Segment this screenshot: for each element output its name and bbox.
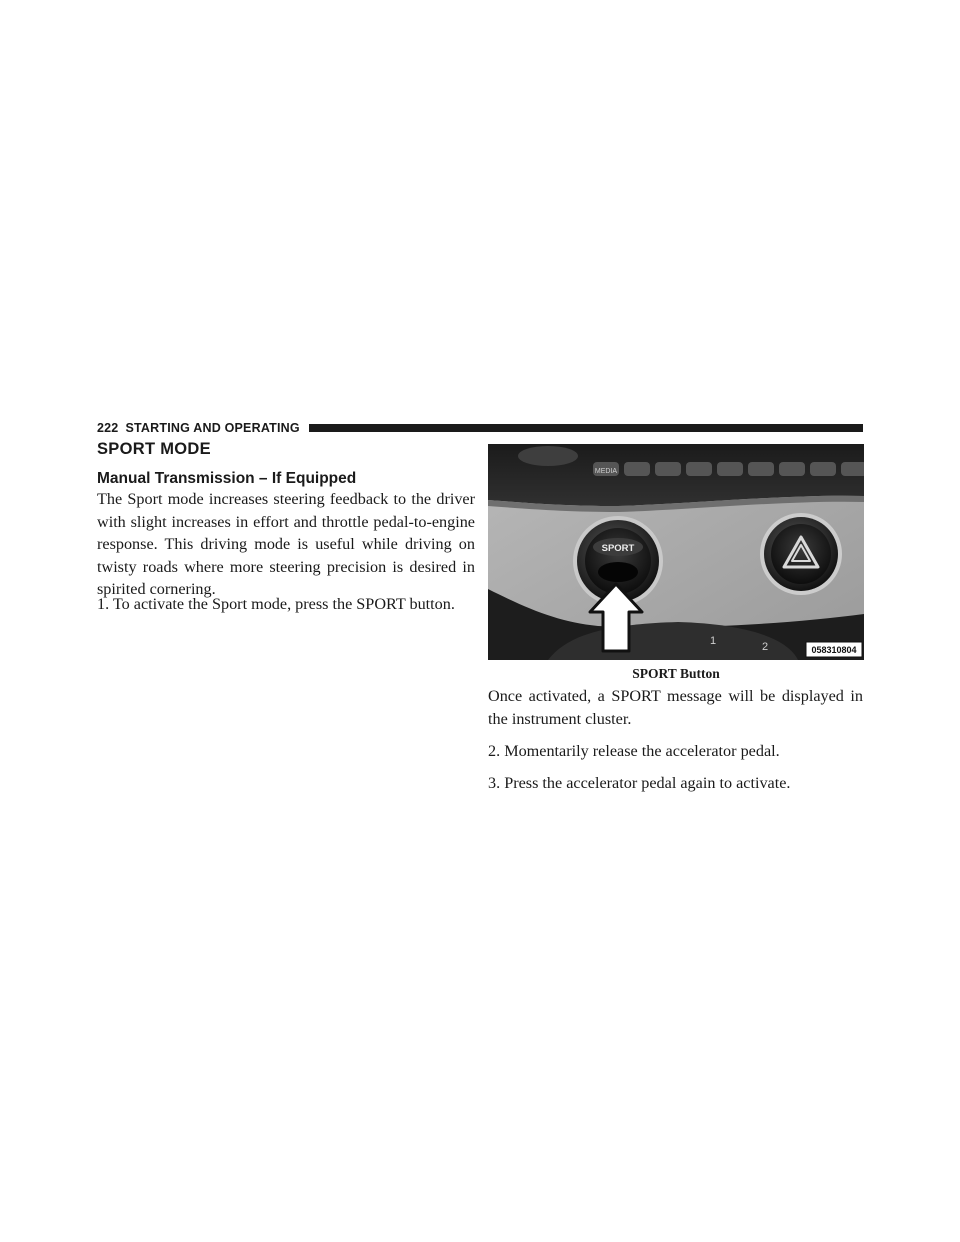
intro-paragraph: The Sport mode increases steering feedback to the driver with slight increases in effort and throttle pedal-to-engine response. This driving mode is useful while driving on twisty roads where more steering precision is desired in spirited cornering. (97, 490, 475, 598)
image-code-box (806, 642, 862, 657)
section-heading: SPORT MODE (97, 440, 211, 458)
step-2: 2. Momentarily release the accelerator pedal. (488, 742, 780, 760)
page-header (97, 420, 863, 436)
hazard-button-icon (760, 513, 842, 595)
step-1: 1. To activate the Sport mode, press the SPORT button. (97, 595, 455, 613)
dial-number: 2 (762, 641, 769, 653)
sport-button-photo (488, 444, 864, 660)
figure-caption: SPORT Button (632, 666, 720, 681)
page-number: 222 (97, 421, 119, 435)
after-image-paragraph: Once activated, a SPORT message will be displayed in the instrument cluster. (488, 687, 863, 728)
dial-number: 1 (710, 635, 717, 647)
subsection-heading: Manual Transmission – If Equipped (97, 470, 357, 487)
dash-label: MEDIA (594, 468, 618, 475)
step-3: 3. Press the accelerator pedal again to activate. (488, 774, 791, 792)
sport-button-label: SPORT (601, 543, 635, 554)
section-title: STARTING AND OPERATING (125, 421, 300, 435)
header-rule (309, 424, 863, 432)
image-code: 058310804 (811, 645, 857, 655)
